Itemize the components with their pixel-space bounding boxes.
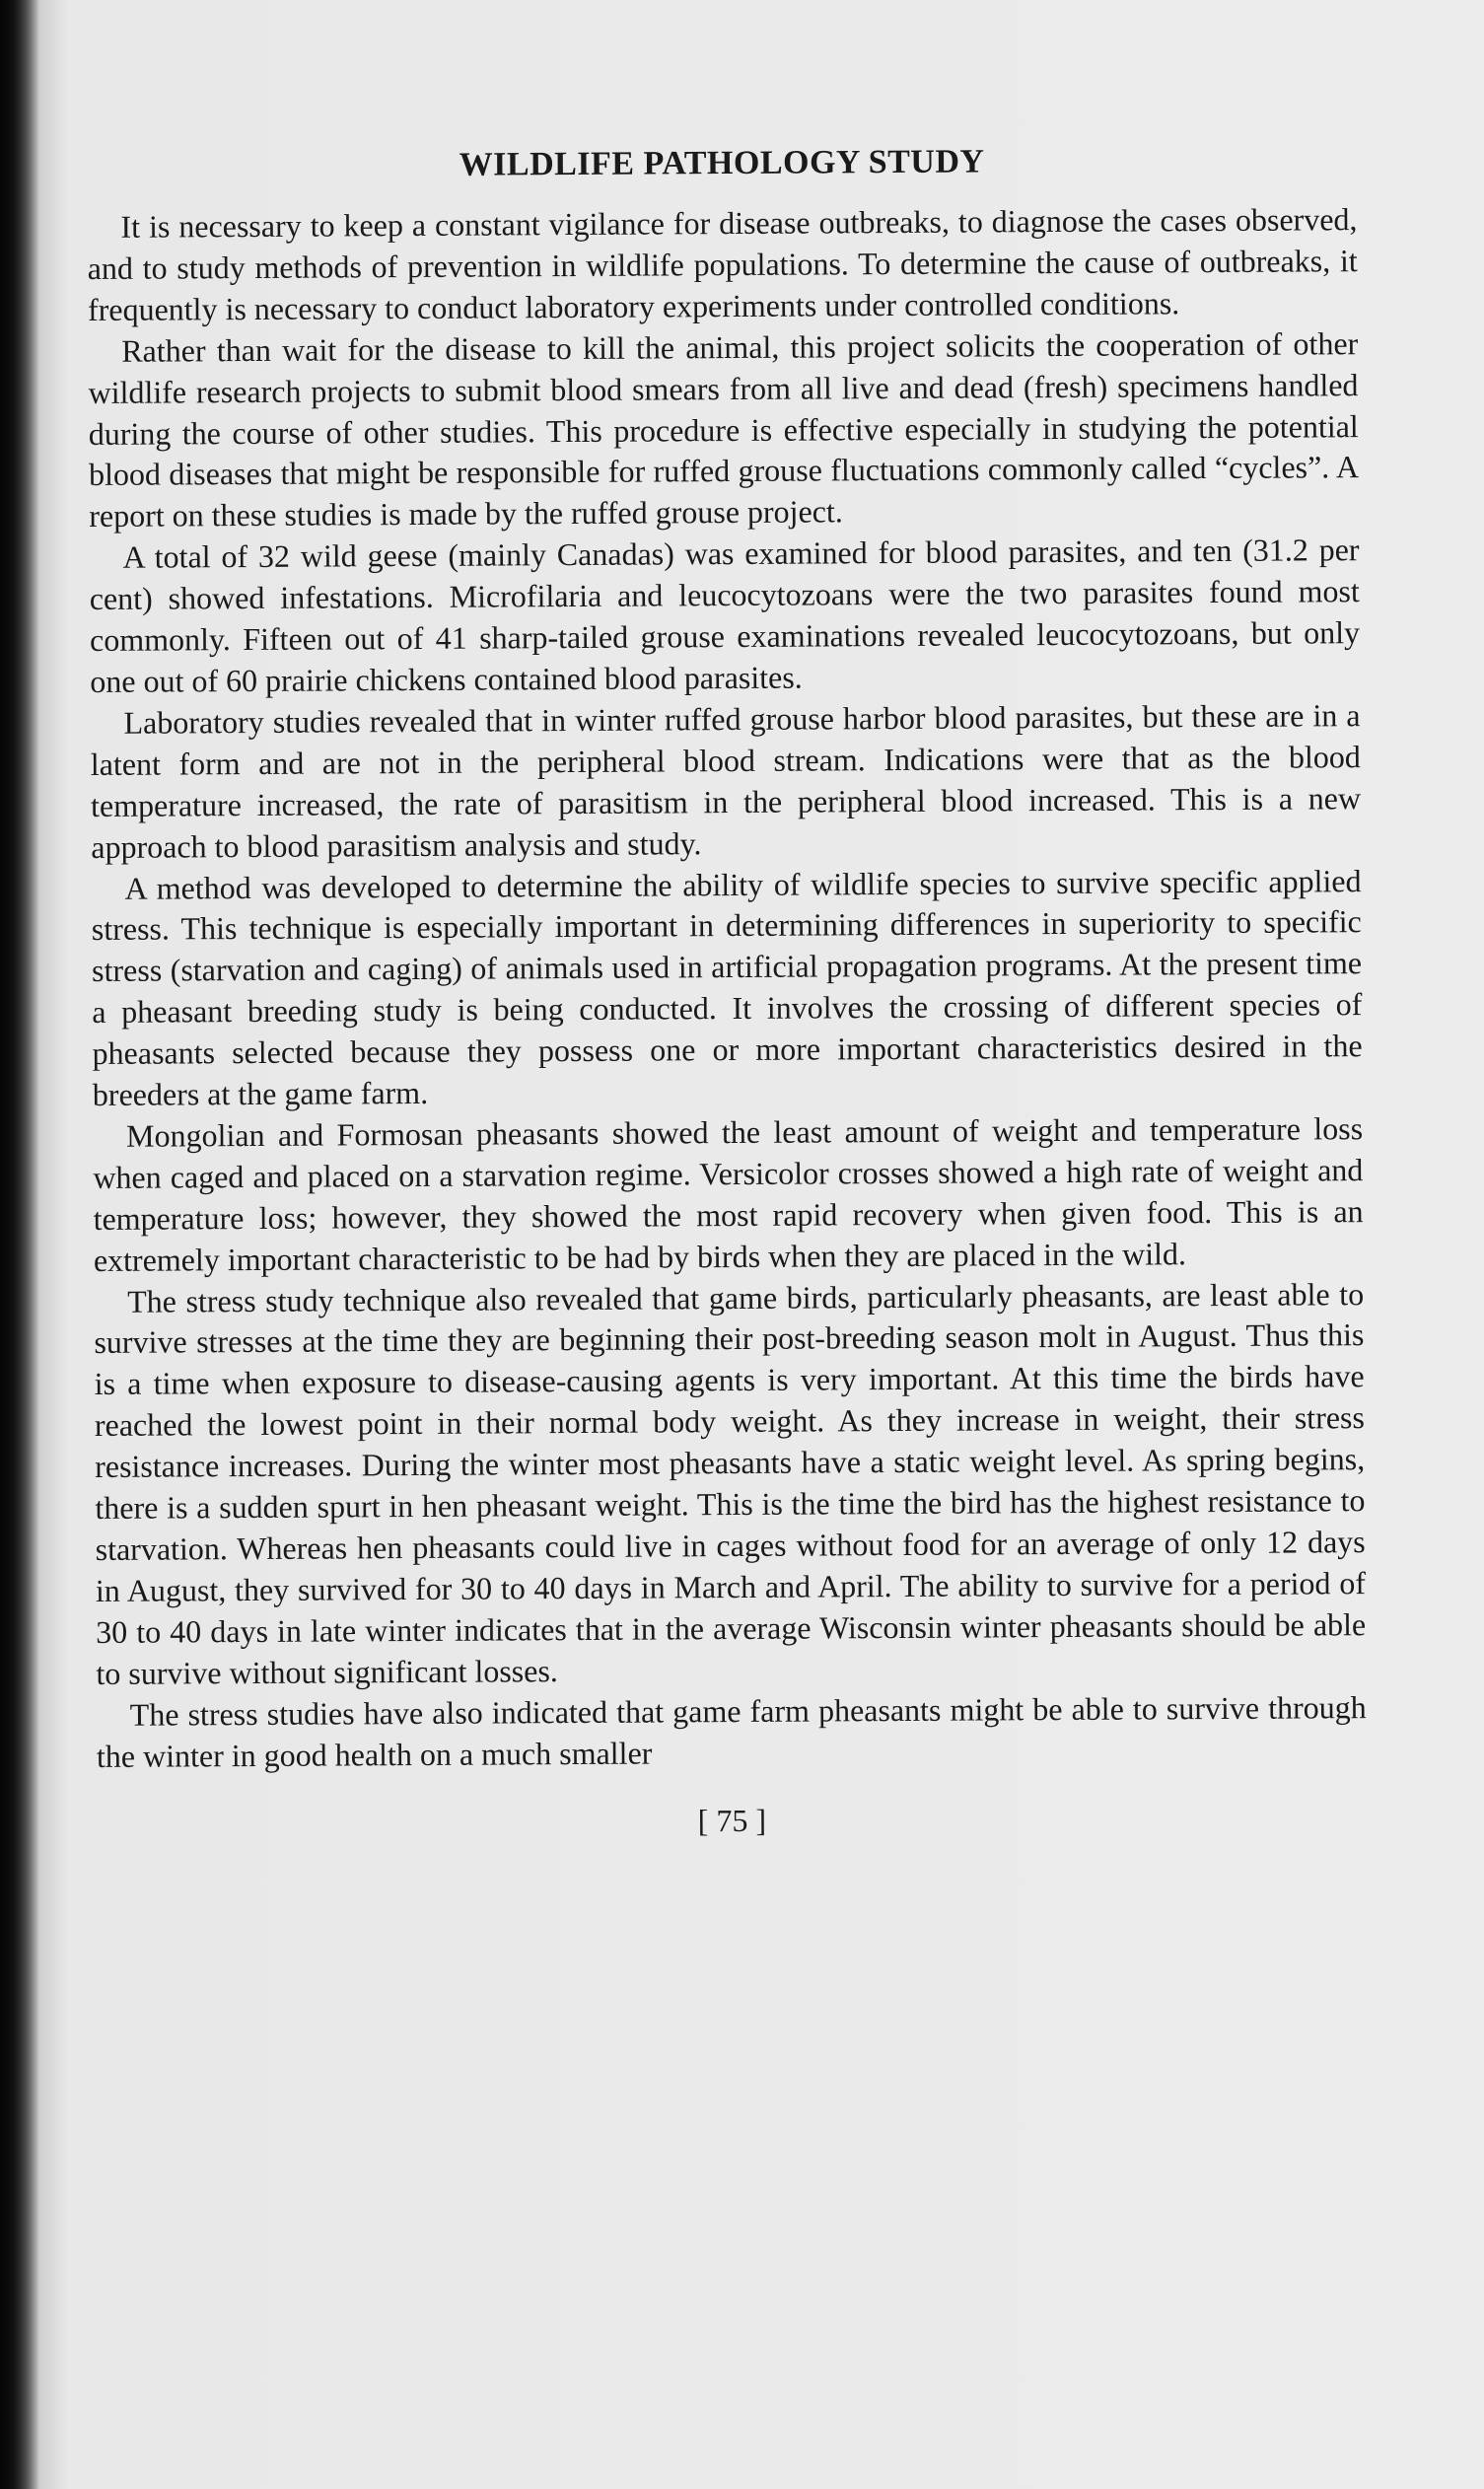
page-number: [ 75 ]	[697, 1803, 767, 1839]
paragraph-8: The stress studies have also indicated that game farm pheasants might be able to survive through the winter in good health on a much smaller	[96, 1688, 1367, 1774]
page-title: WILDLIFE PATHOLOGY STUDY	[459, 143, 985, 183]
paragraph-1: It is necessary to keep a constant vigilance for disease outbreaks, to diagnose the cases observed, and to study methods of prevention in wildlife populations. To determine the cause of outbreaks, it frequently is necessary to conduct laboratory experiments under controlled conditions.	[87, 201, 1358, 327]
paragraph-5: A method was developed to determine the ability of wildlife species to survive specific applied stress. This technique is especially important in determining differences in superiority to specific stress (starvation and caging) of animals used in artificial propagation programs. At the present time a pheasant breeding study is being conducted. It involves the crossing of different species of pheasants selected because they possess one or more important characteristics desired in the breeders at the game farm.	[91, 862, 1363, 1113]
paragraph-4: Laboratory studies revealed that in winter ruffed grouse harbor blood parasites, but these are in a latent form and are not in the peripheral blood stream. Indications were that as the blood temperature increased, the rate of parasitism in the peripheral blood increased. This is a new approach to blood parasitism analysis and study.	[90, 696, 1362, 865]
paragraph-7: The stress study technique also revealed that game birds, particularly pheasants, are least able to survive stresses at the time they are beginning their post-breeding season molt in August. Thus this is a time when exposure to disease-causing agents is very important. At this time the birds have reached the lowest point in their normal body weight. As they increase in weight, their stress resistance increases. During the winter most pheasants have a static weight level. As spring begins, there is a sudden spurt in hen pheasant weight. This is the time the bird has the highest resistance to starvation. Whereas hen pheasants could live in cages without food for an average of only 12 days in August, they survived for 30 to 40 days in March and April. The ability to survive for a period of 30 to 40 days in late winter indicates that in the average Wisconsin winter pheasants should be able to survive without significant losses.	[94, 1275, 1367, 1691]
paragraph-6: Mongolian and Formosan pheasants showed the least amount of weight and temperature loss when caged and placed on a starvation regime. Versicolor crosses showed a high rate of weight and temperature loss; however, they showed the most rapid recovery when given food. This is an extremely important characteristic to be had by birds when they are placed in the wild.	[93, 1110, 1364, 1278]
page-content	[87, 140, 1367, 1844]
book-spine-shadow	[0, 0, 39, 2489]
paragraph-2: Rather than wait for the disease to kill the animal, this project solicits the cooperation of other wildlife research projects to submit blood smears from all live and dead (fresh) specimens handled during the course of other studies. This procedure is effective especially in studying the potential blood diseases that might be responsible for ruffed grouse fluctuations commonly called “cycles”. A report on these studies is made by the ruffed grouse project.	[88, 324, 1360, 534]
paragraph-3: A total of 32 wild geese (mainly Canadas) was examined for blood parasites, and ten (31.2 per cent) showed infestations. Microfilaria and leucocytozoans were the two parasites found most commonly. Fifteen out of 41 sharp-tailed grouse examinations revealed leucocytozoans, but only one out of 60 prairie chickens contained blood parasites.	[89, 532, 1361, 699]
